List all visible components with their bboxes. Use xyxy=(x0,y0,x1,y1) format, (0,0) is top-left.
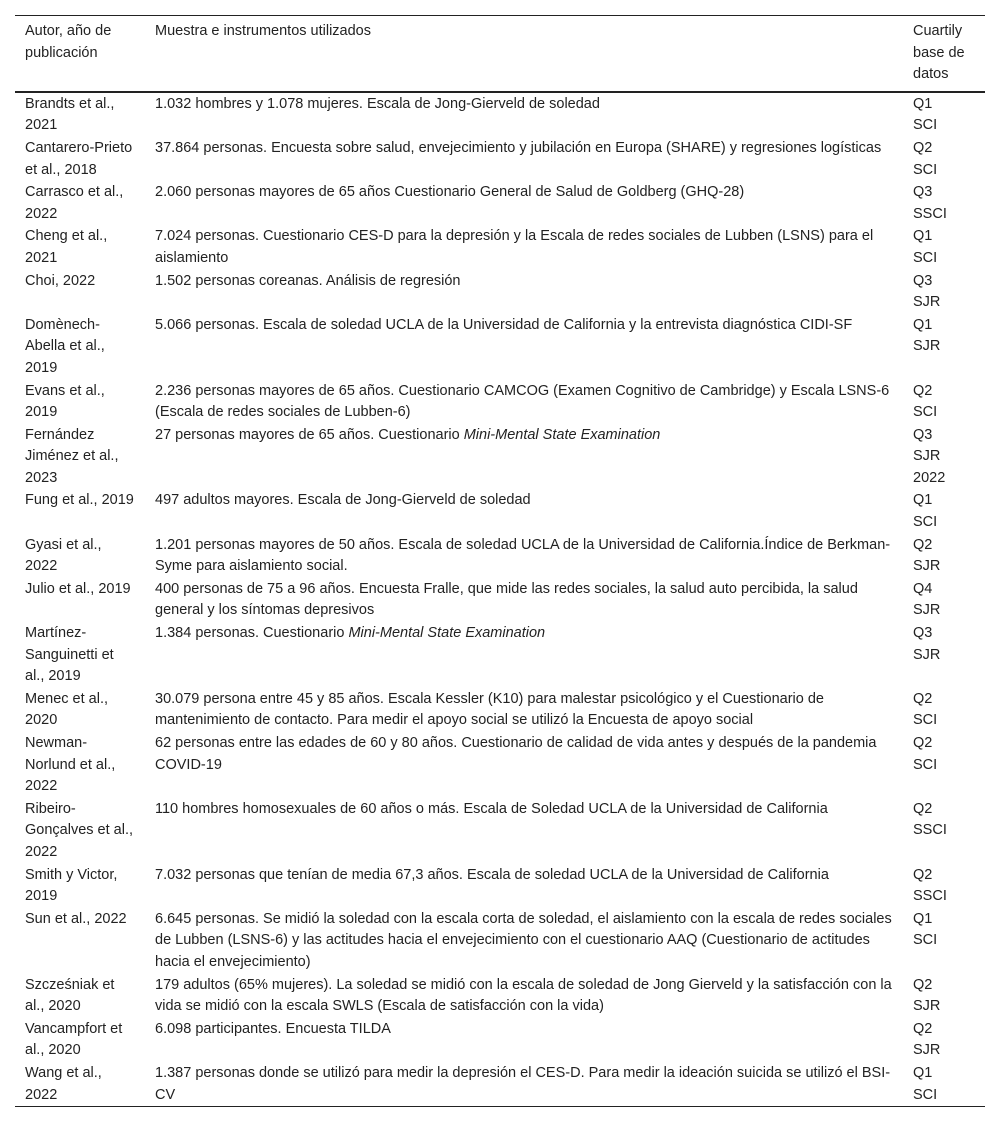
author-cell xyxy=(15,908,145,974)
quartile-cell-text: Q2 SSCI xyxy=(913,866,947,905)
sample-cell-text: 62 personas entre las edades de 60 y 80 años. Cuestionario de calidad de vida antes y después de la pandemia COVID-19 xyxy=(155,735,877,773)
quartile-cell xyxy=(903,225,985,269)
sample-cell-text: 7.024 personas. Cuestionario CES-D para la depresión y la Escala de redes sociales de Lubben (LSNS) para el aislamiento xyxy=(155,228,874,266)
sample-cell xyxy=(145,534,903,578)
quartile-cell xyxy=(903,864,985,908)
quartile-cell xyxy=(903,798,985,864)
author-cell-text: Evans et al., 2019 xyxy=(25,382,105,421)
quartile-cell xyxy=(903,578,985,622)
sample-cell xyxy=(145,1062,903,1107)
quartile-cell xyxy=(903,1018,985,1062)
quartile-cell-text: Q2 SSCI xyxy=(913,800,947,839)
sample-cell-text: 1.502 personas coreanas. Análisis de regresión xyxy=(155,272,461,289)
table-row xyxy=(15,181,985,225)
sample-cell-text: 30.079 persona entre 45 y 85 años. Escala Kessler (K10) para malestar psicológico y el Cuestionario de mantenimiento de contacto. Para medir el apoyo social se utilizó la Encuesta de apoyo social xyxy=(155,690,824,729)
header-quartile: Cuartily base de datos xyxy=(913,23,965,83)
author-cell xyxy=(15,489,145,533)
sample-cell-text: 37.864 personas. Encuesta sobre salud, envejecimiento y jubilación en Europa (SHARE) y regresiones logísticas xyxy=(155,139,882,156)
quartile-cell xyxy=(903,489,985,533)
author-cell xyxy=(15,137,145,181)
author-cell xyxy=(15,92,145,137)
quartile-cell xyxy=(903,314,985,380)
author-cell-text: Szcześniak et al., 2020 xyxy=(25,976,115,1015)
author-cell-text: Martínez-Sanguinetti et al., 2019 xyxy=(25,625,114,685)
quartile-cell-text: Q1 SCI xyxy=(913,1064,938,1103)
sample-cell-text: 497 adultos mayores. Escala de Jong-Gierveld de soledad xyxy=(155,492,531,509)
studies-table xyxy=(15,15,985,1107)
quartile-cell-text: Q1 SCI xyxy=(913,492,938,531)
author-cell-text: Vancampfort et al., 2020 xyxy=(25,1020,123,1059)
author-cell xyxy=(15,534,145,578)
quartile-cell xyxy=(903,380,985,424)
author-cell xyxy=(15,732,145,798)
author-cell xyxy=(15,225,145,269)
quartile-cell-text: Q1 SCI xyxy=(913,228,938,266)
author-cell xyxy=(15,864,145,908)
author-cell xyxy=(15,314,145,380)
table-row xyxy=(15,732,985,798)
header-author: Autor, año de publicación xyxy=(25,23,112,61)
author-cell xyxy=(15,270,145,314)
table-row xyxy=(15,314,985,380)
author-cell xyxy=(15,1062,145,1107)
quartile-cell xyxy=(903,270,985,314)
sample-cell-text: 27 personas mayores de 65 años. Cuestionario xyxy=(155,426,464,443)
quartile-cell-text: Q2 SJR xyxy=(913,1020,941,1059)
author-cell-text: Domènech-Abella et al., 2019 xyxy=(25,316,105,376)
author-cell xyxy=(15,424,145,490)
sample-cell xyxy=(145,380,903,424)
author-cell-text: Menec et al., 2020 xyxy=(25,690,109,729)
sample-cell-text: 1.201 personas mayores de 50 años. Escala de soledad UCLA de la Universidad de California.Índice de Berkman-Syme para aislamiento social. xyxy=(155,536,891,575)
sample-cell xyxy=(145,974,903,1018)
author-cell-text: Sun et al., 2022 xyxy=(25,910,127,927)
sample-cell xyxy=(145,137,903,181)
author-cell-text: Fung et al., 2019 xyxy=(25,492,134,509)
table-row xyxy=(15,270,985,314)
table-row xyxy=(15,1018,985,1062)
sample-cell-text: 6.645 personas. Se midió la soledad con la escala corta de soledad, el aislamiento con la escala de redes sociales de Lubben (LSNS-6) y las actitudes hacia el envejecimiento con el cuestionario AAQ (Cuestionario de actitudes hacia el envejecimiento) xyxy=(155,910,892,970)
author-cell xyxy=(15,1018,145,1062)
sample-cell-text: 110 hombres homosexuales de 60 años o más. Escala de Soledad UCLA de la Universidad de California xyxy=(155,800,828,817)
table-row xyxy=(15,225,985,269)
author-cell-text: Fernández Jiménez et al., 2023 xyxy=(25,426,119,486)
author-cell-text: Cantarero-Prieto et al., 2018 xyxy=(25,139,133,178)
sample-cell-text: 2.236 personas mayores de 65 años. Cuestionario CAMCOG (Examen Cognitivo de Cambridge) y Escala LSNS-6 (Escala de redes sociales de Lubben-6) xyxy=(155,382,890,421)
sample-cell xyxy=(145,181,903,225)
table-row xyxy=(15,1062,985,1107)
table-row xyxy=(15,92,985,137)
quartile-cell-text: Q2 SJR xyxy=(913,976,941,1015)
quartile-cell-text: Q4 SJR xyxy=(913,580,941,619)
quartile-cell-text: Q3 SSCI xyxy=(913,184,947,222)
quartile-cell-text: Q3 SJR xyxy=(913,625,941,663)
quartile-cell-text: Q2 SJR xyxy=(913,536,941,575)
quartile-cell-text: Q3 SJR xyxy=(913,272,941,311)
sample-cell xyxy=(145,908,903,974)
quartile-cell-text: Q3 SJR 2022 xyxy=(913,426,946,486)
author-cell-text: Carrasco et al., 2022 xyxy=(25,184,124,222)
sample-cell-text: 6.098 participantes. Encuesta TILDA xyxy=(155,1020,391,1037)
sample-cell xyxy=(145,314,903,380)
sample-cell xyxy=(145,424,903,490)
quartile-cell-text: Q1 SJR xyxy=(913,316,941,355)
quartile-cell xyxy=(903,137,985,181)
quartile-cell xyxy=(903,424,985,490)
table-row xyxy=(15,380,985,424)
sample-cell xyxy=(145,1018,903,1062)
sample-cell xyxy=(145,489,903,533)
sample-cell-text: 2.060 personas mayores de 65 años Cuestionario General de Salud de Goldberg (GHQ-28) xyxy=(155,184,745,201)
author-cell-text: Brandts et al., 2021 xyxy=(25,95,115,134)
table-row xyxy=(15,489,985,533)
quartile-cell xyxy=(903,974,985,1018)
author-cell-text: Choi, 2022 xyxy=(25,272,96,289)
sample-cell-text: 179 adultos (65% mujeres). La soledad se midió con la escala de soledad de Jong Gierveld y la satisfacción con la vida se midió con la escala SWLS (Escala de satisfacción con la vida) xyxy=(155,976,892,1015)
author-cell-text: Newman-Norlund et al., 2022 xyxy=(25,735,116,795)
author-cell xyxy=(15,380,145,424)
table-row xyxy=(15,137,985,181)
table-row xyxy=(15,424,985,490)
sample-cell-text: 400 personas de 75 a 96 años. Encuesta Fralle, que mide las redes sociales, la salud auto percibida, la salud general y los síntomas depresivos xyxy=(155,580,858,619)
quartile-cell xyxy=(903,92,985,137)
quartile-cell xyxy=(903,732,985,798)
quartile-cell xyxy=(903,181,985,225)
sample-cell xyxy=(145,225,903,269)
header-sample: Muestra e instrumentos utilizados xyxy=(155,23,371,39)
author-cell xyxy=(15,578,145,622)
quartile-cell-text: Q2 SCI xyxy=(913,690,938,729)
table-row xyxy=(15,974,985,1018)
table-row xyxy=(15,688,985,732)
quartile-cell-text: Q1 SCI xyxy=(913,95,938,134)
sample-cell xyxy=(145,92,903,137)
quartile-cell-text: Q2 SCI xyxy=(913,735,938,773)
quartile-cell xyxy=(903,622,985,688)
quartile-cell-text: Q2 SCI xyxy=(913,382,938,421)
table-row xyxy=(15,622,985,688)
author-cell xyxy=(15,622,145,688)
table-row xyxy=(15,798,985,864)
sample-cell-text: 1.032 hombres y 1.078 mujeres. Escala de Jong-Gierveld de soledad xyxy=(155,95,600,112)
instrument-title: Mini-Mental State Examination xyxy=(348,625,546,642)
table-row xyxy=(15,864,985,908)
author-cell xyxy=(15,974,145,1018)
sample-cell xyxy=(145,622,903,688)
table-row xyxy=(15,908,985,974)
quartile-cell-text: Q2 SCI xyxy=(913,139,938,178)
sample-cell-text: 5.066 personas. Escala de soledad UCLA de la Universidad de California y la entrevista diagnóstica CIDI-SF xyxy=(155,316,853,333)
author-cell xyxy=(15,181,145,225)
quartile-cell xyxy=(903,688,985,732)
sample-cell xyxy=(145,864,903,908)
quartile-cell xyxy=(903,908,985,974)
instrument-title: Mini-Mental State Examination xyxy=(463,426,661,443)
table-header-row xyxy=(15,16,985,92)
quartile-cell-text: Q1 SCI xyxy=(913,910,938,949)
sample-cell xyxy=(145,798,903,864)
sample-cell xyxy=(145,688,903,732)
sample-cell xyxy=(145,270,903,314)
author-cell-text: Julio et al., 2019 xyxy=(25,580,131,597)
author-cell-text: Wang et al., 2022 xyxy=(25,1064,102,1103)
quartile-cell xyxy=(903,1062,985,1107)
author-cell xyxy=(15,798,145,864)
author-cell-text: Cheng et al., 2021 xyxy=(25,228,108,266)
author-cell xyxy=(15,688,145,732)
table-row xyxy=(15,534,985,578)
sample-cell-text: 1.387 personas donde se utilizó para medir la depresión el CES-D. Para medir la ideación suicida se utilizó el BSI-CV xyxy=(155,1064,891,1103)
quartile-cell xyxy=(903,534,985,578)
sample-cell xyxy=(145,732,903,798)
author-cell-text: Ribeiro-Gonçalves et al., 2022 xyxy=(25,800,133,860)
sample-cell-text: 7.032 personas que tenían de media 67,3 años. Escala de soledad UCLA de la Universidad de California xyxy=(155,866,829,883)
table-row xyxy=(15,578,985,622)
author-cell-text: Smith y Victor, 2019 xyxy=(25,866,118,905)
sample-cell-text: 1.384 personas. Cuestionario xyxy=(155,625,349,642)
author-cell-text: Gyasi et al., 2022 xyxy=(25,536,102,575)
sample-cell xyxy=(145,578,903,622)
